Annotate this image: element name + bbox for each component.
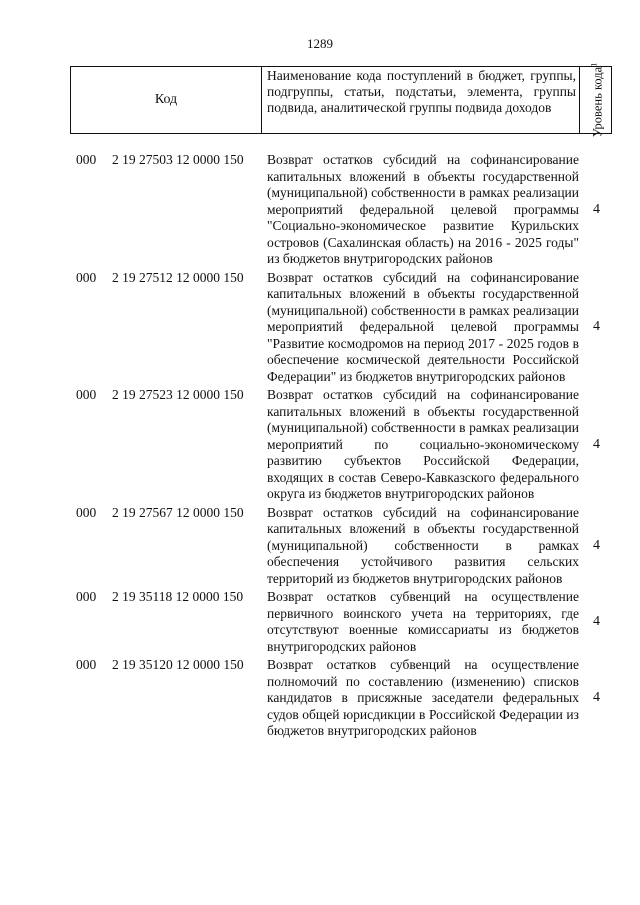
row-level: 4 xyxy=(593,537,600,553)
row-level: 4 xyxy=(593,319,600,335)
row-code-prefix: 000 xyxy=(76,152,97,167)
row-code: 2 19 27523 12 0000 150 xyxy=(112,387,244,402)
row-code-prefix: 000 xyxy=(76,657,97,672)
level-column-label: Уровень кода xyxy=(590,66,605,138)
row-code-prefix: 000 xyxy=(76,504,97,520)
level-column-header xyxy=(580,62,611,138)
row-name: Возврат остатков субсидий на софинансирование капитальных вложений в объекты государственной (муниципальной) собственности в рамках реализации мероприятий по социально-экономическому развитию субъектов Российской Федерации, входящих в состав Северо-Кавказского федерального округа из бюджетов внутригородских районов xyxy=(267,387,579,501)
row-code-prefix: 000 xyxy=(76,589,97,604)
row-code: 2 19 27503 12 0000 150 xyxy=(112,152,244,167)
table-row xyxy=(0,152,640,268)
row-level: 4 xyxy=(593,436,600,452)
table-row xyxy=(0,270,640,386)
table-row xyxy=(0,387,640,503)
row-code-prefix: 000 xyxy=(76,269,97,285)
row-code: 2 19 27512 12 0000 150 xyxy=(112,269,244,285)
table-row xyxy=(0,657,640,740)
row-code: 2 19 35118 12 0000 150 xyxy=(112,589,244,604)
row-name: Возврат остатков субвенций на осуществление первичного воинского учета на территориях, где отсутствуют военные комиссариаты из бюджетов внутригородских районов xyxy=(267,589,579,654)
page-number: 1289 xyxy=(307,36,333,51)
row-level: 4 xyxy=(593,201,600,217)
table-header xyxy=(70,62,612,138)
level-footnote-marker: 1 xyxy=(588,62,598,67)
name-column-header: Наименование кода поступлений в бюджет, группы, подгруппы, статьи, подстатьи, элемента, группы подвида, аналитической группы подвида доходов xyxy=(262,67,580,133)
row-code: 2 19 27567 12 0000 150 xyxy=(112,504,244,520)
table-row xyxy=(0,505,640,588)
row-name: Возврат остатков субвенций на осуществление полномочий по составлению (изменению) списков кандидатов в присяжные заседатели федеральных судов общей юрисдикции в Российской Федерации из бюджетов внутригородских районов xyxy=(267,657,579,738)
code-column-header: Код xyxy=(71,67,262,133)
row-level: 4 xyxy=(593,614,600,629)
table-row xyxy=(0,589,640,655)
row-name: Возврат остатков субсидий на софинансирование капитальных вложений в объекты государственной (муниципальной) собственности в рамках реализации мероприятий федеральной целевой программы "Социально-экономическое развитие Курильских островов (Сахалинская область) на 2016 - 2025 годы" из бюджетов внутригородских районов xyxy=(267,152,579,266)
row-code-prefix: 000 xyxy=(76,387,97,402)
row-level: 4 xyxy=(593,690,600,706)
row-name: Возврат остатков субсидий на софинансирование капитальных вложений в объекты государственной (муниципальной) собственности в рамках обеспечения устойчивого развития сельских территорий из бюджетов внутригородских районов xyxy=(267,504,579,586)
row-name: Возврат остатков субсидий на софинансирование капитальных вложений в объекты государственной (муниципальной) собственности в рамках реализации мероприятий федеральной целевой программы "Развитие космодромов на период 2017 - 2025 годов в обеспечение космической деятельности Российской Федерации" из бюджетов внутригородских районов xyxy=(267,269,579,384)
row-code: 2 19 35120 12 0000 150 xyxy=(112,657,244,672)
level-column-header-text xyxy=(587,63,604,137)
table-body xyxy=(0,152,640,740)
